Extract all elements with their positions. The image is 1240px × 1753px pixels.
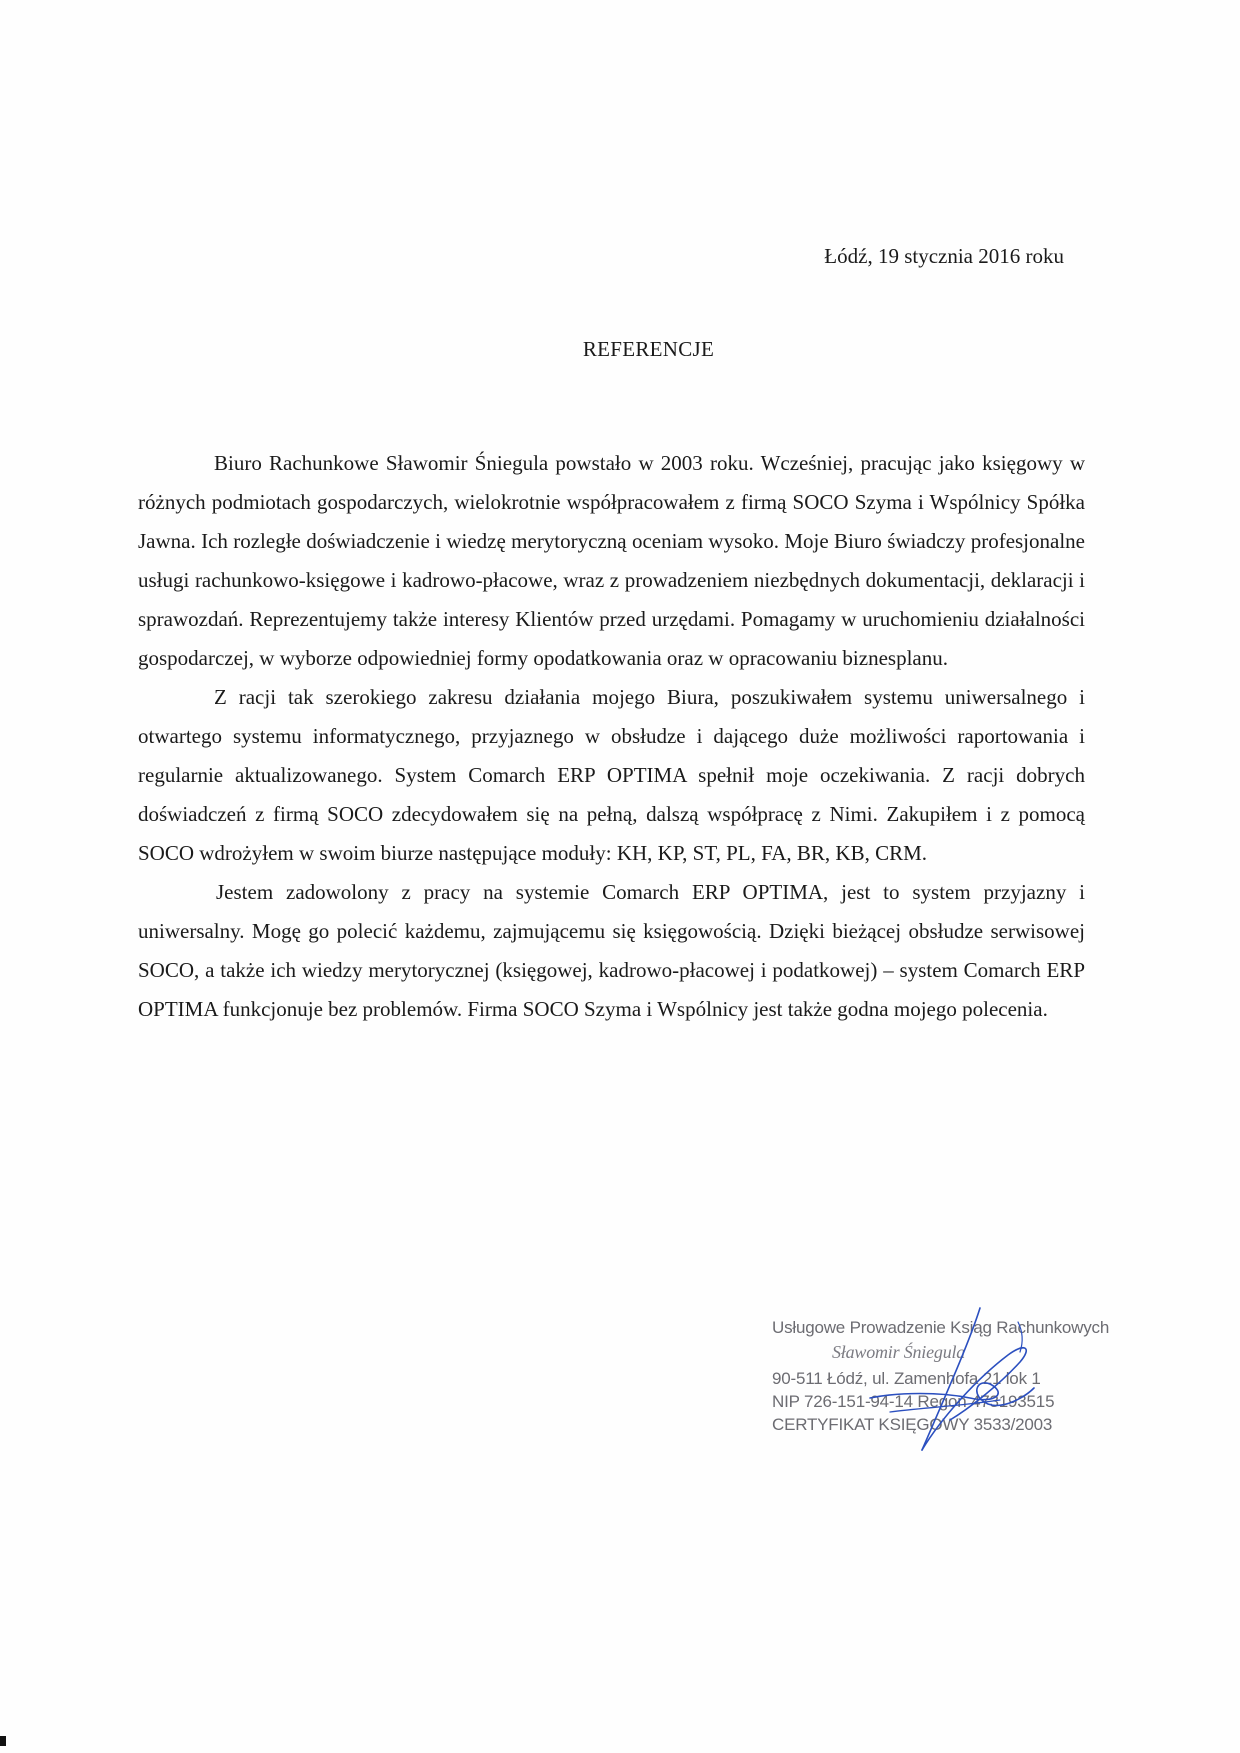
stamp-certificate: CERTYFIKAT KSIĘGOWY 3533/2003 bbox=[772, 1415, 1053, 1434]
paragraph-3: Jestem zadowolony z pracy na systemie Comarch ERP OPTIMA, jest to system przyjazny i uniwersalny. Mogę go polecić każdemu, zajmującemu się księgowością. Dzięki bieżącej obsłudze serwisowej SOCO, a także ich wiedzy merytorycznej (księgowej, kadrowo-płacowej i podatkowej) – system Comarch ERP OPTIMA funkcjonuje bez problemów. Firma SOCO Szyma i Wspólnicy jest także godna mojego polecenia. bbox=[138, 880, 1085, 1021]
handwritten-signature bbox=[830, 1300, 1060, 1470]
paragraph-1: Biuro Rachunkowe Sławomir Śniegula powstało w 2003 roku. Wcześniej, pracując jako księgowy w różnych podmiotach gospodarczych, wielokrotnie współpracowałem z firmą SOCO Szyma i Wspólnicy Spółka Jawna. Ich rozległe doświadczenie i wiedzę merytoryczną oceniam wysoko. Moje Biuro świadczy profesjonalne usługi rachunkowo-księgowe i kadrowo-płacowe, wraz z prowadzeniem niezbędnych dokumentacji, deklaracji i sprawozdań. Reprezentujemy także interesy Klientów przed urzędami. Pomagamy w uruchomieniu działalności gospodarczej, w wyborze odpowiedniej formy opodatkowania oraz w opracowaniu biznesplanu. bbox=[138, 451, 1085, 670]
stamp-owner-name: Sławomir Śniegula bbox=[832, 1342, 966, 1362]
stamp-tax-ids: NIP 726-151-94-14 Regon 473193515 bbox=[772, 1392, 1055, 1411]
document-title: REFERENCJE bbox=[582, 337, 715, 361]
stamp-company-name: Usługowe Prowadzenie Ksiąg Rachunkowych bbox=[772, 1318, 1110, 1337]
scan-edge-mark bbox=[0, 1736, 6, 1746]
place-and-date: Łódź, 19 stycznia 2016 roku bbox=[824, 244, 1064, 268]
stamp-address: 90-511 Łódź, ul. Zamenhofa 21 lok 1 bbox=[772, 1369, 1041, 1388]
letter-body bbox=[138, 444, 1085, 1029]
paragraph-2: Z racji tak szerokiego zakresu działania mojego Biura, poszukiwałem systemu uniwersalnego i otwartego systemu informatycznego, przyjaznego w obsłudze i dającego duże możliwości raportowania i regularnie aktualizowanego. System Comarch ERP OPTIMA spełnił moje oczekiwania. Z racji dobrych doświadczeń z firmą SOCO zdecydowałem się na pełną, dalszą współpracę z Nimi. Zakupiłem i z pomocą SOCO wdrożyłem w swoim biurze następujące moduły: KH, KP, ST, PL, FA, BR, KB, CRM. bbox=[138, 685, 1085, 865]
